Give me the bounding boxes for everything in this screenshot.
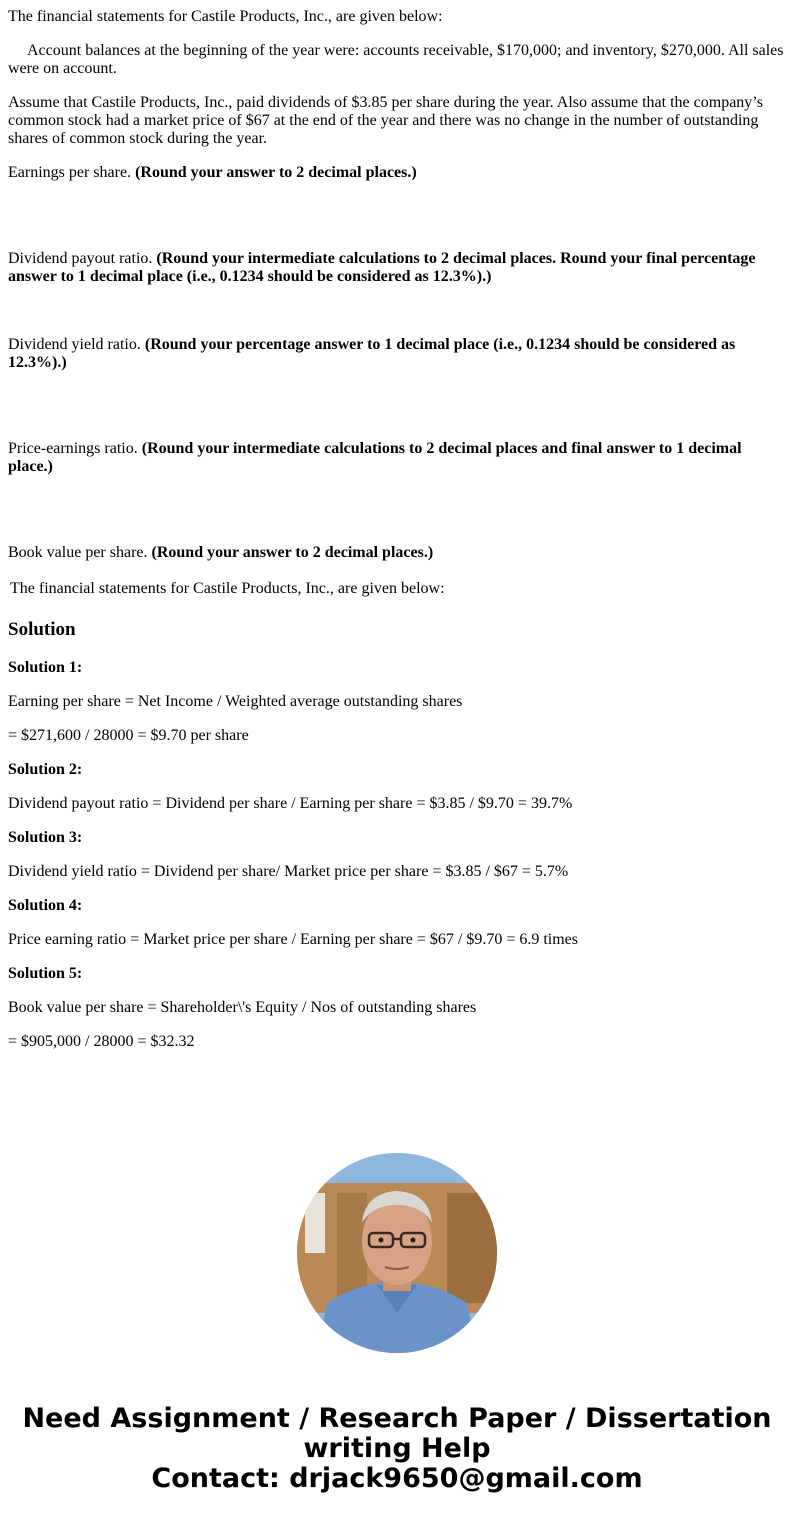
question-part-instruction: (Round your intermediate calculations to 2 decimal places. Round your final percentage answer to 1 decimal place (i.e., 0.1234 should be considered as 12.3%).) [8,250,756,285]
solution-2-title: Solution 2: [8,761,83,778]
question-part-instruction: (Round your intermediate calculations to 2 decimal places and final answer to 1 decimal place.) [8,440,742,475]
assumption-text: Assume that Castile Products, Inc., paid dividends of $3.85 per share during the year. Also assume that the company’s common stock had a market price of $67 at the end of the year and there was no change in the number of outstanding shares of common stock during the year. [8,94,763,147]
question-part-3 [8,336,786,372]
solution-heading: Solution [8,619,76,640]
solution-5-line-1: Book value per share = Shareholder\'s Equity / Nos of outstanding shares [8,999,477,1016]
solution-4-line-1: Price earning ratio = Market price per share / Earning per share = $67 / $9.70 = 6.9 times [8,931,578,948]
question-part-label: Dividend payout ratio. [8,250,153,267]
question-part-2 [8,250,786,286]
question-part-label: Book value per share. [8,544,148,561]
solution-3-line-1: Dividend yield ratio = Dividend per share/ Market price per share = $3.85 / $67 = 5.7% [8,863,569,880]
question-part-4 [8,440,786,476]
promo-banner [0,1404,794,1494]
question-part-instruction: (Round your percentage answer to 1 decimal place (i.e., 0.1234 should be considered as 12.3%).) [8,336,736,371]
question-part-instruction: (Round your answer to 2 decimal places.) [135,164,417,181]
question-part-1 [8,164,786,182]
question-intro-repeat: The financial statements for Castile Products, Inc., are given below: [10,580,445,597]
question-part-label: Earnings per share. [8,164,132,181]
account-balances-text: Account balances at the beginning of the year were: accounts receivable, $170,000; and inventory, $270,000. All sales were on account. [8,42,784,77]
solution-4-title: Solution 4: [8,897,83,914]
question-part-5 [8,544,786,562]
solution-1-line-1: Earning per share = Net Income / Weighted average outstanding shares [8,693,463,710]
question-part-instruction: (Round your answer to 2 decimal places.) [151,544,434,561]
question-part-label: Price-earnings ratio. [8,440,138,457]
solution-1-line-2: = $271,600 / 28000 = $9.70 per share [8,727,249,744]
promo-headline: Need Assignment / Research Paper / Dissertation writing Help [22,1403,772,1464]
promo-contact: Contact: drjack9650@gmail.com [151,1463,643,1494]
question-intro: The financial statements for Castile Products, Inc., are given below: [8,8,443,25]
question-part-label: Dividend yield ratio. [8,336,141,353]
author-avatar [297,1153,497,1353]
solution-5-title: Solution 5: [8,965,83,982]
solution-5-line-2: = $905,000 / 28000 = $32.32 [8,1033,195,1050]
solution-1-title: Solution 1: [8,659,83,676]
solution-3-title: Solution 3: [8,829,83,846]
solution-2-line-1: Dividend payout ratio = Dividend per share / Earning per share = $3.85 / $9.70 = 39.7% [8,795,573,812]
author-portrait-icon [297,1153,497,1353]
